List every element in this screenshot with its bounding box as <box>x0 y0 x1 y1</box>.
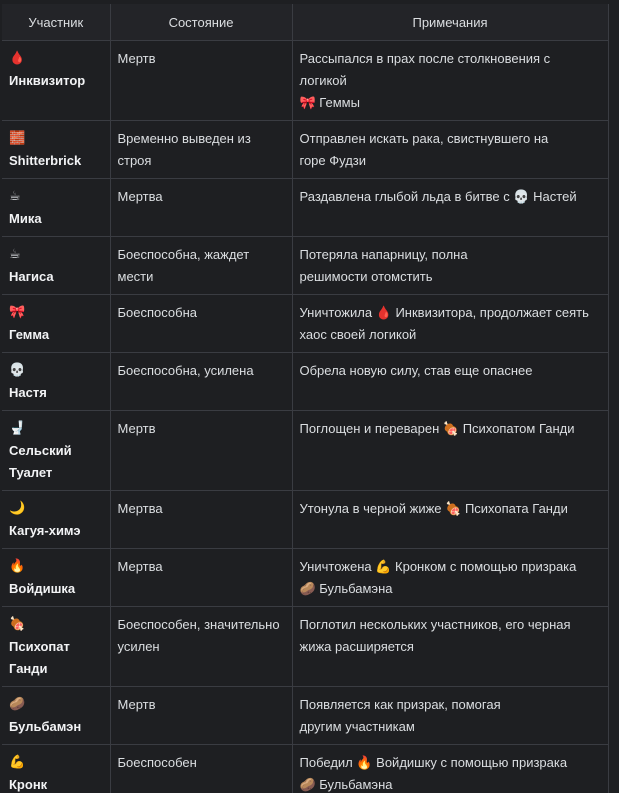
participant-name: Кагуя-химэ <box>9 523 81 538</box>
notes-cell <box>292 41 608 121</box>
participant-cell <box>2 237 110 295</box>
notes-cell <box>292 179 608 237</box>
notes-line: Поглотил нескольких участников, его черная <box>299 617 571 632</box>
status-cell: Мертва <box>110 549 292 607</box>
participants-table-container <box>2 4 608 793</box>
participant-name: Кронк <box>9 777 48 792</box>
notes-line: Рассыпался в прах после столкновения с логикой <box>299 51 551 88</box>
participant-name: Бульбамэн <box>9 719 82 734</box>
header-status: Состояние <box>110 4 292 41</box>
table-row <box>2 353 608 411</box>
notes-line: другим участникам <box>299 719 415 734</box>
notes-line: жижа расширяется <box>299 639 414 654</box>
notes-line: Обрела новую силу, став еще опаснее <box>299 363 533 378</box>
participant-emoji-icon: 🍖 <box>9 617 26 632</box>
participant-cell <box>2 353 110 411</box>
notes-line: Появляется как призрак, помогая <box>299 697 501 712</box>
table-row <box>2 179 608 237</box>
participant-emoji-icon: 💀 <box>9 363 26 378</box>
table-header-row <box>2 4 608 41</box>
notes-cell <box>292 353 608 411</box>
notes-cell <box>292 687 608 745</box>
status-cell: Мертв <box>110 411 292 491</box>
header-participant: Участник <box>2 4 110 41</box>
status-cell: Боеспособен <box>110 745 292 793</box>
notes-line: 🥔 Бульбамэна <box>299 581 393 596</box>
participant-name: Войдишка <box>9 581 76 596</box>
notes-line: Потеряла напарницу, полна <box>299 247 468 262</box>
header-notes: Примечания <box>292 4 608 41</box>
table-row <box>2 295 608 353</box>
notes-cell <box>292 745 608 793</box>
notes-line: 🥔 Бульбамэна <box>299 777 393 792</box>
participant-emoji-icon: 🩸 <box>9 51 26 66</box>
notes-cell <box>292 237 608 295</box>
table-row <box>2 607 608 687</box>
notes-line: Уничтожена 💪 Кронком с помощью призрака <box>299 559 577 574</box>
participant-emoji-icon: ☕ <box>9 247 21 262</box>
notes-cell <box>292 411 608 491</box>
notes-line: Отправлен искать рака, свистнувшего на <box>299 131 549 146</box>
participant-name: Настя <box>9 385 47 400</box>
table-row <box>2 491 608 549</box>
table-body <box>2 41 608 793</box>
status-cell: Временно выведен из строя <box>110 121 292 179</box>
participant-emoji-icon: 🚽 <box>9 421 26 436</box>
participants-table <box>2 4 609 793</box>
participant-cell <box>2 411 110 491</box>
status-cell: Мертва <box>110 491 292 549</box>
status-cell: Боеспособна, жаждет мести <box>110 237 292 295</box>
status-cell: Боеспособен, значительно усилен <box>110 607 292 687</box>
table-row <box>2 41 608 121</box>
notes-line: 🎀 Геммы <box>299 95 360 110</box>
participant-name: Нагиса <box>9 269 54 284</box>
table-row <box>2 687 608 745</box>
notes-line: Поглощен и переварен 🍖 Психопатом Ганди <box>299 421 575 436</box>
participant-emoji-icon: 🥔 <box>9 697 26 712</box>
notes-line: решимости отомстить <box>299 269 433 284</box>
participant-name: Shitterbrick <box>9 153 82 168</box>
notes-cell <box>292 607 608 687</box>
participant-cell <box>2 295 110 353</box>
participant-name: Мика <box>9 211 42 226</box>
participant-name: Психопат Ганди <box>9 639 70 676</box>
notes-line: Уничтожила 🩸 Инквизитора, продолжает сеять <box>299 305 589 320</box>
participant-emoji-icon: 🎀 <box>9 305 26 320</box>
participant-emoji-icon: 🔥 <box>9 559 26 574</box>
notes-line: Раздавлена глыбой льда в битве с 💀 Настей <box>299 189 577 204</box>
notes-cell <box>292 295 608 353</box>
table-row <box>2 549 608 607</box>
participant-name: Сельский Туалет <box>9 443 72 480</box>
status-cell: Боеспособна <box>110 295 292 353</box>
participant-emoji-icon: 🧱 <box>9 131 26 146</box>
table-row <box>2 745 608 793</box>
table-row <box>2 121 608 179</box>
participant-cell <box>2 41 110 121</box>
participant-name: Инквизитор <box>9 73 86 88</box>
notes-cell <box>292 491 608 549</box>
notes-line: Утонула в черной жиже 🍖 Психопата Ганди <box>299 501 568 516</box>
status-cell: Мертва <box>110 179 292 237</box>
notes-line: Победил 🔥 Войдишку с помощью призрака <box>299 755 568 770</box>
notes-line: хаос своей логикой <box>299 327 417 342</box>
status-cell: Боеспособна, усилена <box>110 353 292 411</box>
participant-cell <box>2 607 110 687</box>
participant-emoji-icon: 💪 <box>9 755 26 770</box>
participant-cell <box>2 179 110 237</box>
participant-cell <box>2 549 110 607</box>
participant-cell <box>2 491 110 549</box>
participant-cell <box>2 121 110 179</box>
notes-line: горе Фудзи <box>299 153 367 168</box>
notes-cell <box>292 549 608 607</box>
participant-cell <box>2 687 110 745</box>
table-row <box>2 411 608 491</box>
status-cell: Мертв <box>110 41 292 121</box>
participant-emoji-icon: ☕ <box>9 189 21 204</box>
participant-emoji-icon: 🌙 <box>9 501 26 516</box>
notes-cell <box>292 121 608 179</box>
participant-name: Гемма <box>9 327 50 342</box>
status-cell: Мертв <box>110 687 292 745</box>
participant-cell <box>2 745 110 793</box>
table-row <box>2 237 608 295</box>
